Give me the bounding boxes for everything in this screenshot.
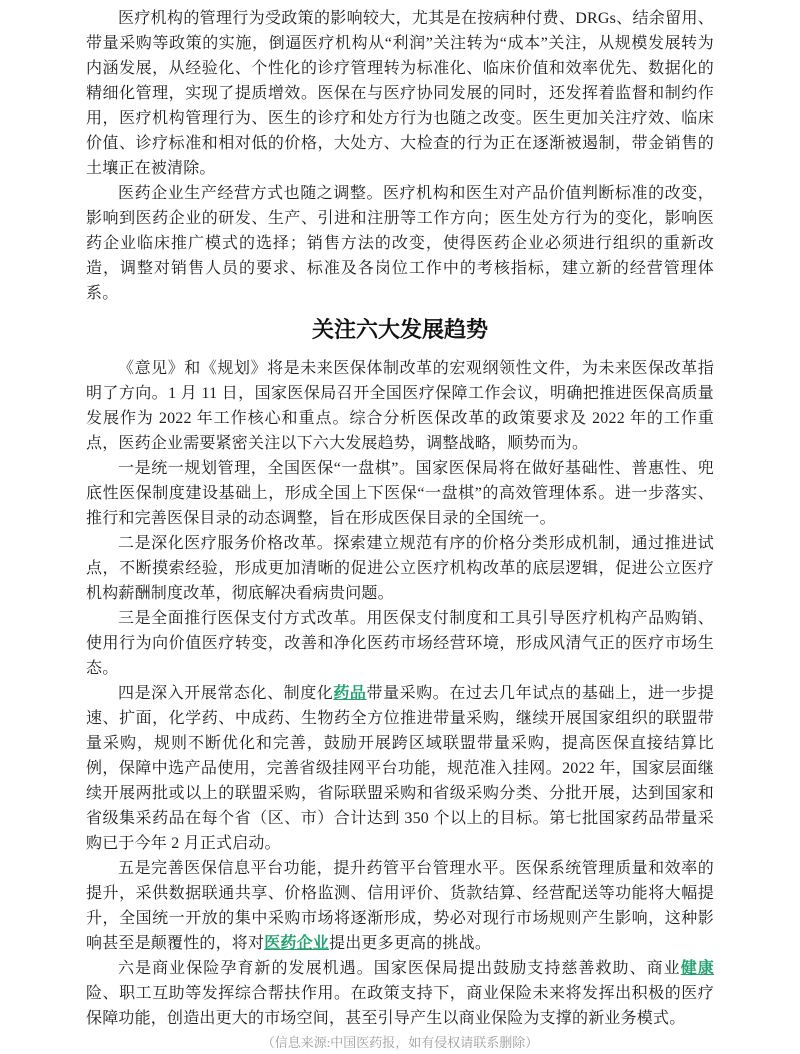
section-title: 关注六大发展趋势 [311,317,488,342]
inline-link[interactable]: 医药企业 [264,935,330,952]
paragraph: 三是全面推行医保支付方式改革。用医保支付制度和工具引导医疗机构产品购销、使用行为向价值医疗转变，改善和净化医药市场经营环境，形成风清气正的医疗市场生态。 [86,610,714,677]
paragraph: 二是深化医疗服务价格改革。探索建立规范有序的价格分类形成机制，通过推进试点，不断摸索经验，形成更加清晰的促进公立医疗机构改革的底层逻辑，促进公立医疗机构薪酬制度改革，彻底解决看病贵问题。 [86,535,714,602]
paragraph: 一是统一规划管理，全国医保“一盘棋”。国家医保局将在做好基础性、普惠性、兜底性医保制度建设基础上，形成全国上下医保“一盘棋”的高效管理体系。进一步落实、推行和完善医保目录的动态调整，旨在形成医保目录的全国统一。 [86,460,714,527]
paragraph: 医疗机构的管理行为受政策的影响较大，尤其是在按病种付费、DRGs、结余留用、带量采购等政策的实施，倒逼医疗机构从“利润”关注转为“成本”关注，从规模发展转为内涵发展，从经验化、个性化的诊疗管理转为标准化、临床价值和效率优先、数据化的精细化管理，实现了提质增效。医保在与医疗协同发展的同时，还发挥着监督和制约作用，医疗机构管理行为、医生的诊疗和处方行为也随之改变。医生更加关注疗效、临床价值、诊疗标准和相对低的价格，大处方、大检查的行为正在逐渐被遏制，带金销售的土壤正在被清除。 [86,10,714,177]
source-note: （信息来源:中国医药报，如有侵权请联系删除） [261,1035,539,1050]
paragraph: 医药企业生产经营方式也随之调整。医疗机构和医生对产品价值判断标准的改变，影响到医药企业的研发、生产、引进和注册等工作方向；医生处方行为的变化，影响医药企业临床推广模式的选择；销售方法的改变，使得医药企业必须进行组织的重新改造，调整对销售人员的要求、标准及各岗位工作中的考核指标，建立新的经营管理体系。 [86,185,714,302]
paragraph: 六是商业保险孕育新的发展机遇。国家医保局提出鼓励支持慈善救助、商业健康险、职工互助等发挥综合帮扶作用。在政策支持下，商业保险未来将发挥出积极的医疗保障功能，创造出更大的市场空间，甚至引导产生以商业保险为支撑的新业务模式。 [86,960,714,1027]
inline-link[interactable]: 健康 [680,960,714,977]
body-paragraphs [86,356,714,1031]
article-body [86,0,714,1054]
paragraph: 四是深入开展常态化、制度化药品带量采购。在过去几年试点的基础上，进一步提速、扩面，化学药、中成药、生物药全方位推进带量采购，继续开展国家组织的联盟带量采购，规则不断优化和完善，鼓励开展跨区域联盟带量采购，提高医保直接结算比例，保障中选产品使用，完善省级挂网平台功能，规范准入挂网。2022 年，国家层面继续开展两批或以上的联盟采购，省际联盟采购和省级采购分类、分批开展，达到国家和省级集采药品在每个省（区、市）合计达到 350 个以上的目标。第七批国家药品带量采购已于今年 2 月正式启动。 [86,685,715,852]
intro-paragraphs [86,6,714,306]
paragraph: 《意见》和《规划》将是未来医保体制改革的宏观纲领性文件，为未来医保改革指明了方向。1 月 11 日，国家医保局召开全国医疗保障工作会议，明确把推进医保高质量发展作为 2022 年工作核心和重点。综合分析医保改革的政策要求及 2022 年的工作重点，医药企业需要紧密关注以下六大发展趋势，调整战略，顺势而为。 [86,360,714,452]
paragraph: 五是完善医保信息平台功能，提升药管平台管理水平。医保系统管理质量和效率的提升，采供数据联通共享、价格监测、信用评价、货款结算、经营配送等功能将大幅提升，全国统一开放的集中采购市场将逐渐形成，势必对现行市场规则产生影响，这种影响甚至是颠覆性的，将对医药企业提出更多更高的挑战。 [86,860,714,952]
inline-link[interactable]: 药品 [333,685,367,702]
